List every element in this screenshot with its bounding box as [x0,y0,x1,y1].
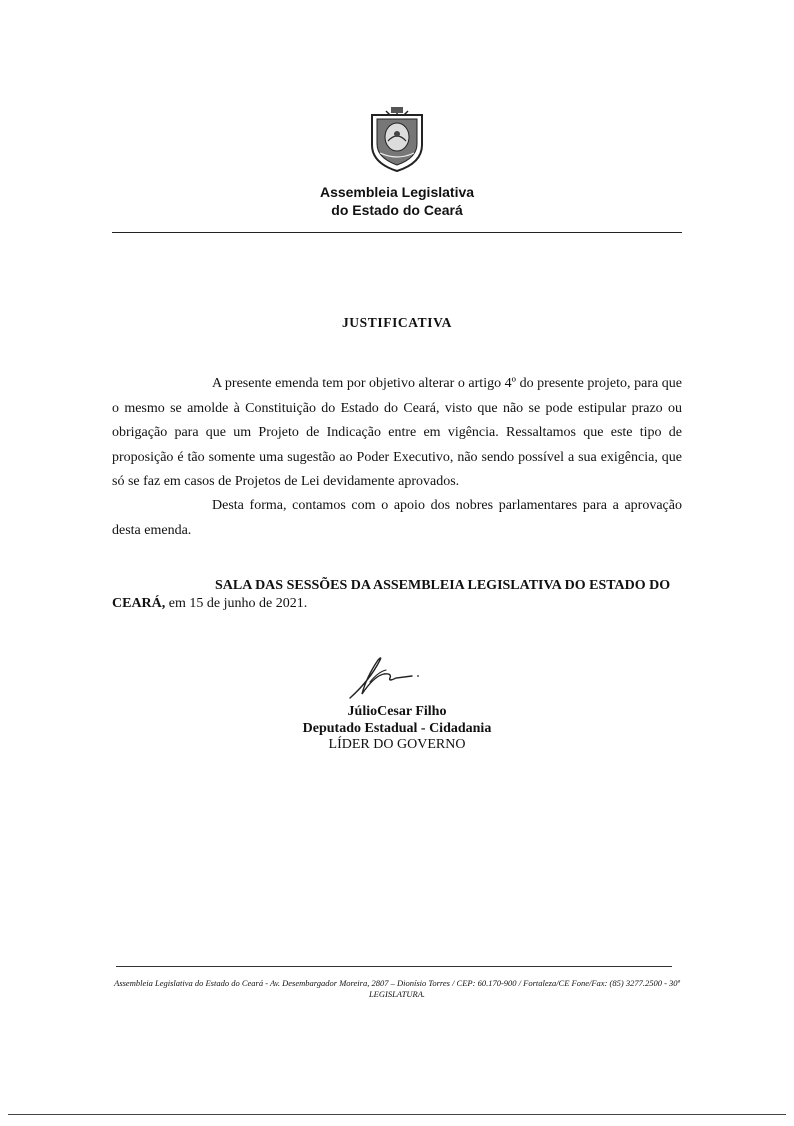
signatory-position: LÍDER DO GOVERNO [328,737,466,752]
institution-state: do Estado do Ceará [331,202,463,218]
page-bottom-divider [8,1114,786,1115]
header-divider [112,232,682,233]
state-name: CEARÁ, [112,596,166,611]
session-hall-line: SALA DAS SESSÕES DA ASSEMBLEIA LEGISLATIVA DO ESTADO DO [215,578,671,593]
justification-paragraph-1: A presente emenda tem por objetivo alterar o artigo 4º do presente projeto, para que o mesmo se amolde à Constituição do Estado do Ceará, visto que não se pode estipular prazo ou obrigação para que um Projeto de Indicação entre em vigência. Ressaltamos que este tipo de proposição é tão somente uma sugestão ao Poder Executivo, não sendo possível a sua exigência, que só se faz em casos de Projetos de Lei devidamente aprovados. [112,376,682,489]
footer-divider [116,966,672,967]
document-heading: JUSTIFICATIVA [341,315,453,330]
coat-of-arms-icon [366,105,428,173]
session-date: em 15 de junho de 2021. [165,596,308,611]
footer-address: Assembleia Legislativa do Estado do Ceará - Av. Desembargador Moreira, 2807 – Dionísio Torres / CEP: 60.170-900 / Fortaleza/CE Fone/Fax: (85) 3277.2500 - 30ª LEGISLATURA. [114,978,680,999]
signatory-name: JúlioCesar Filho [347,704,447,719]
signatory-role: Deputado Estadual - Cidadania [302,721,492,736]
handwritten-signature [340,652,430,702]
session-date-line [112,596,307,612]
justification-paragraph-2: Desta forma, contamos com o apoio dos nobres parlamentares para a aprovação desta emenda. [112,498,682,538]
institution-name: Assembleia Legislativa [319,184,475,200]
